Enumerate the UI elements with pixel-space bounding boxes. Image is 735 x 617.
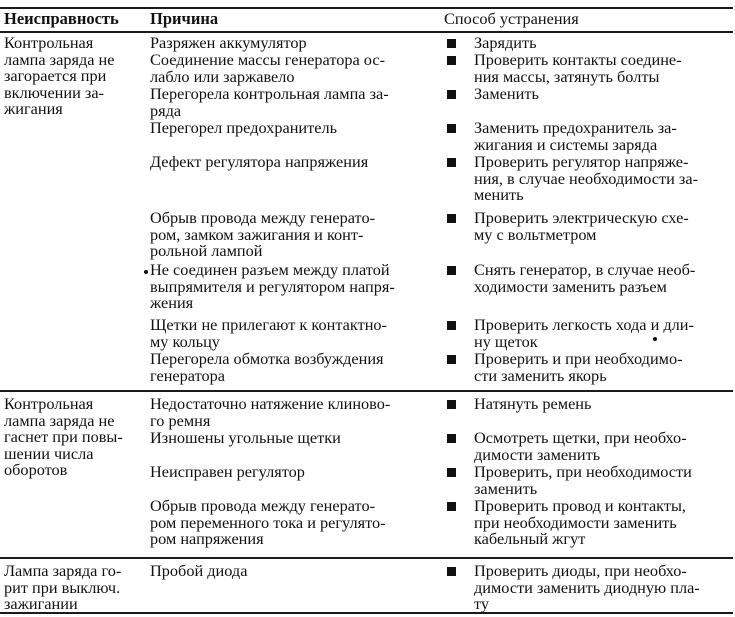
cause-text: му кольцу — [150, 331, 220, 351]
cause-text: генератора — [150, 365, 225, 385]
fault-text: оборотов — [4, 460, 68, 480]
square-bullet-icon — [447, 56, 456, 65]
remedy-text: Зарядить — [474, 33, 537, 52]
remedy-text: менить — [474, 185, 524, 205]
cause-text: ром, замком зажигания и конт- — [150, 224, 364, 244]
cause-text: жения — [150, 293, 194, 313]
cause-text: ром переменного тока и регулято- — [150, 512, 386, 532]
square-bullet-icon — [447, 468, 456, 477]
remedy-text: ту — [474, 594, 490, 614]
square-bullet-icon — [447, 355, 456, 364]
print-dot-icon — [653, 337, 657, 341]
cause-text: Обрыв провода между генерато- — [150, 208, 376, 227]
square-bullet-icon — [447, 502, 456, 511]
header-fault: Неисправность — [4, 9, 119, 28]
fault-text: рит при выключ. — [4, 577, 121, 597]
cause-text: Изношены угольные щетки — [150, 428, 341, 447]
remedy-text: Проверить и при необходимо- — [474, 349, 683, 368]
remedy-text: жигания и системы заряда — [474, 134, 658, 154]
remedy-text: Заменить — [474, 84, 539, 103]
remedy-text: Проверить, при необходимости — [474, 462, 692, 481]
cause-text: Пробой диода — [150, 561, 248, 580]
cause-text: Обрыв провода между генерато- — [150, 496, 376, 515]
fault-text: Лампа заряда го- — [4, 561, 122, 580]
fault-text: загорается при — [4, 66, 107, 86]
square-bullet-icon — [447, 567, 456, 576]
remedy-text: Натянуть ремень — [474, 394, 592, 413]
remedy-text: ну щеток — [474, 331, 538, 351]
square-bullet-icon — [447, 39, 456, 48]
cause-text: рольной лампой — [150, 241, 263, 261]
cause-text: ром напряжения — [150, 529, 264, 549]
group-rule-2 — [0, 557, 733, 559]
print-dot-icon — [144, 270, 148, 274]
cause-text: Перегорела контрольная лампа за- — [150, 84, 389, 103]
remedy-text: при необходимости заменить — [474, 512, 677, 532]
square-bullet-icon — [447, 321, 456, 330]
square-bullet-icon — [447, 214, 456, 223]
cause-text: Не соединен разъем между платой — [150, 260, 390, 279]
cause-text: Недостаточно натяжение клиново- — [150, 394, 391, 413]
cause-text: Щетки не прилегают к контактно- — [150, 315, 387, 334]
cause-text: ряда — [150, 100, 182, 120]
fault-text: жигания — [4, 99, 63, 119]
header-remedy: Способ устранения — [444, 9, 579, 28]
remedy-text: Снять генератор, в случае необ- — [474, 260, 696, 279]
cause-text: го ремня — [150, 410, 211, 430]
cause-text: выпрямителя и регулятором напря- — [150, 276, 395, 296]
remedy-text: ходимости заменить разъем — [474, 276, 667, 296]
remedy-text: му с вольтметром — [474, 224, 597, 244]
cause-text: Разряжен аккумулятор — [150, 33, 307, 52]
remedy-text: димости заменить — [474, 444, 601, 464]
square-bullet-icon — [447, 400, 456, 409]
cause-text: Неисправен регулятор — [150, 462, 305, 481]
fault-text: включении за- — [4, 82, 104, 102]
cause-text: лабло или заржавело — [150, 66, 295, 86]
cause-text: Перегорел предохранитель — [150, 118, 338, 137]
square-bullet-icon — [447, 124, 456, 133]
header-rule — [0, 31, 733, 33]
remedy-text: сти заменить якорь — [474, 365, 607, 385]
remedy-text: Проверить контакты соедине- — [474, 50, 682, 69]
remedy-text: Проверить электрическую схе- — [474, 208, 689, 227]
remedy-text: ния, в случае необходимости за- — [474, 168, 699, 188]
fault-text: гаснет при повы- — [4, 427, 123, 447]
header-cause: Причина — [150, 9, 219, 28]
remedy-text: ния массы, затянуть болты — [474, 66, 660, 86]
fault-text: лампа заряда не — [4, 410, 115, 430]
remedy-text: Осмотреть щетки, при необхо- — [474, 428, 687, 447]
group-rule-1 — [0, 390, 733, 392]
remedy-text: Заменить предохранитель за- — [474, 118, 677, 137]
fault-text: Контрольная — [4, 33, 94, 52]
table-bottom-rule — [0, 612, 733, 614]
remedy-text: Проверить регулятор напряже- — [474, 152, 689, 171]
remedy-text: димости заменить диодную пла- — [474, 577, 700, 597]
fault-text: лампа заряда не — [4, 49, 115, 69]
square-bullet-icon — [447, 158, 456, 167]
remedy-text: Проверить легкость хода и дли- — [474, 315, 694, 334]
cause-text: Перегорела обмотка возбуждения — [150, 349, 384, 368]
remedy-text: заменить — [474, 478, 538, 498]
cause-text: Дефект регулятора напряжения — [150, 152, 369, 171]
square-bullet-icon — [447, 90, 456, 99]
remedy-text: Проверить провод и контакты, — [474, 496, 686, 515]
remedy-text: Проверить диоды, при необхо- — [474, 561, 687, 580]
fault-text: зажигании — [4, 594, 78, 614]
square-bullet-icon — [447, 434, 456, 443]
square-bullet-icon — [447, 266, 456, 275]
remedy-text: кабельный жгут — [474, 529, 586, 549]
fault-text: шении числа — [4, 443, 94, 463]
fault-text: Контрольная — [4, 394, 94, 413]
cause-text: Соединение массы генератора ос- — [150, 50, 385, 69]
